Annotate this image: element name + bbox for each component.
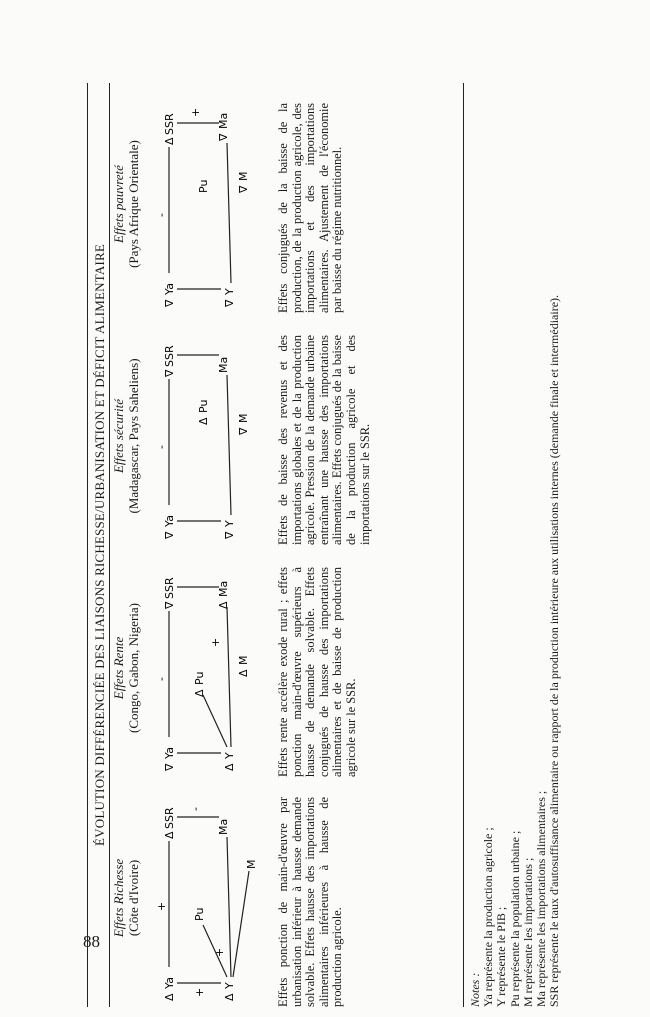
m-label: M — [245, 859, 258, 869]
nabla-sign: ∇ — [163, 369, 176, 377]
ssr-label: SSR — [163, 345, 176, 367]
column-countries: (Pays Afrique Orientale) — [126, 140, 141, 268]
pu-label: Pu — [193, 671, 206, 685]
column-title: Effets Rente — [111, 636, 126, 700]
nabla-sign: ∇ — [223, 531, 236, 539]
y-label: Y — [223, 288, 236, 295]
nabla-sign: ∇ — [163, 531, 176, 539]
ya-label: Ya — [163, 747, 176, 759]
minus-sign: - — [189, 807, 202, 811]
ma-label: Ma — [217, 356, 230, 373]
delta-sign: Δ — [193, 689, 206, 697]
minus-sign: - — [155, 677, 168, 681]
column-description: Effets de baisse des revenus et des importations globales et de la production agricole. Pression de la demande urbaine entraînant une hausse des importations alimentaires. Effets conjugués de la baisse de la production agricole et des importations sur le SSR. — [276, 335, 372, 545]
note-line: M représente les importations ; — [520, 857, 535, 1007]
column-title: Effets sécurité — [111, 399, 126, 474]
delta-sign: Δ — [237, 669, 250, 677]
ssr-label: SSR — [163, 807, 176, 829]
arrow-line — [227, 375, 231, 515]
note-line: SSR représente le taux d'autosuffisance alimentaire ou rapport de la production intérieure aux utilisations internes (demande finale et intermédiaire). — [547, 294, 562, 1007]
title-rule — [109, 83, 110, 1007]
arrow-line — [203, 695, 227, 747]
pu-label: Pu — [197, 399, 210, 413]
delta-sign: Δ — [223, 993, 236, 1001]
delta-sign: Δ — [163, 993, 176, 1001]
column-pauvrete — [111, 95, 345, 313]
minus-sign: - — [155, 213, 168, 217]
nabla-sign: ∇ — [163, 763, 176, 771]
note-line: Y représente le PIB ; — [494, 906, 509, 1007]
delta-sign: Δ — [217, 601, 230, 609]
arrow-line — [227, 837, 231, 977]
ya-label: Ya — [163, 283, 176, 295]
ssr-label: SSR — [163, 577, 176, 599]
ma-label: Ma — [217, 818, 230, 835]
y-label: Y — [223, 520, 236, 527]
y-label: Y — [223, 982, 236, 989]
m-label: M — [237, 171, 250, 181]
nabla-sign: ∇ — [237, 427, 250, 435]
plus-sign: + — [209, 637, 222, 647]
ya-label: Ya — [163, 977, 176, 989]
table-top-rule — [87, 83, 88, 1007]
note-line: Ma représente les importations alimentaires ; — [534, 790, 549, 1007]
ma-label: Ma — [217, 112, 230, 129]
pu-label: Pu — [197, 179, 210, 193]
plus-sign: + — [193, 987, 206, 997]
m-label: M — [237, 655, 250, 665]
note-line: Ya représente la production agricole ; — [481, 827, 496, 1007]
diagram-securite — [147, 327, 265, 545]
ma-label: Ma — [217, 580, 230, 597]
nabla-sign: ∇ — [163, 601, 176, 609]
diagram-pauvrete — [147, 95, 265, 313]
notes-heading: Notes : — [468, 972, 482, 1007]
delta-sign: Δ — [163, 137, 176, 145]
column-title: Effets Richesse — [111, 858, 126, 938]
pu-label: Pu — [193, 907, 206, 921]
nabla-sign: ∇ — [217, 133, 230, 141]
delta-sign: Δ — [163, 831, 176, 839]
diagram-rente — [147, 559, 265, 777]
nabla-sign: ∇ — [223, 299, 236, 307]
rotated-table — [87, 83, 602, 1007]
table-title: ÉVOLUTION DIFFÉRENCIÉE DES LIAISONS RICHESSE/URBANISATION ET DÉFICIT ALIMENTAIRE — [92, 244, 107, 846]
column-description: Effets conjugués de la baisse de la production, de la production agricole, des importations et des importations alimentaires. Ajustement de l'économie par baisse du régime nutritionnel. — [276, 103, 345, 313]
m-label: M — [237, 413, 250, 423]
notes — [469, 295, 561, 1007]
column-rente — [111, 559, 359, 777]
y-label: Y — [223, 752, 236, 759]
diagram-richesse — [147, 789, 265, 1007]
delta-sign: Δ — [223, 763, 236, 771]
ya-label: Ya — [163, 515, 176, 527]
nabla-sign: ∇ — [163, 299, 176, 307]
column-description: Effets rente accélère exode rural ; effets ponction main-d'œuvre supérieurs à hausse de demande solvable. Effets conjugués de hausse des importations alimentaires et de baisse de production agricole sur le SSR. — [276, 567, 358, 777]
plus-sign: + — [189, 107, 202, 117]
plus-sign: + — [213, 947, 226, 957]
column-richesse — [111, 789, 345, 1007]
page-number: 88 — [83, 932, 100, 951]
arrow-line — [227, 607, 231, 747]
arrow-line — [227, 143, 231, 283]
column-securite — [111, 327, 372, 545]
plus-sign: + — [155, 901, 168, 911]
ssr-label: SSR — [163, 113, 176, 135]
arrow-line — [233, 871, 249, 977]
nabla-sign: ∇ — [237, 185, 250, 193]
column-countries: (Madagascar, Pays Saheliens) — [126, 358, 141, 514]
delta-sign: Δ — [197, 417, 210, 425]
column-countries: (Congo, Gabon, Nigeria) — [126, 603, 141, 733]
notes-rule — [463, 83, 464, 1007]
minus-sign: - — [155, 445, 168, 449]
note-line: Pu représente la population urbaine ; — [507, 830, 522, 1007]
column-title: Effets pauvreté — [111, 165, 126, 243]
column-countries: (Côte d'Ivoire) — [126, 859, 141, 937]
column-description: Effets ponction de main-d'œuvre par urbanisation inférieur à hausse demande solvable. Effets hausse des importations alimentaires inférieures à hausse de production agricole. — [276, 797, 345, 1007]
